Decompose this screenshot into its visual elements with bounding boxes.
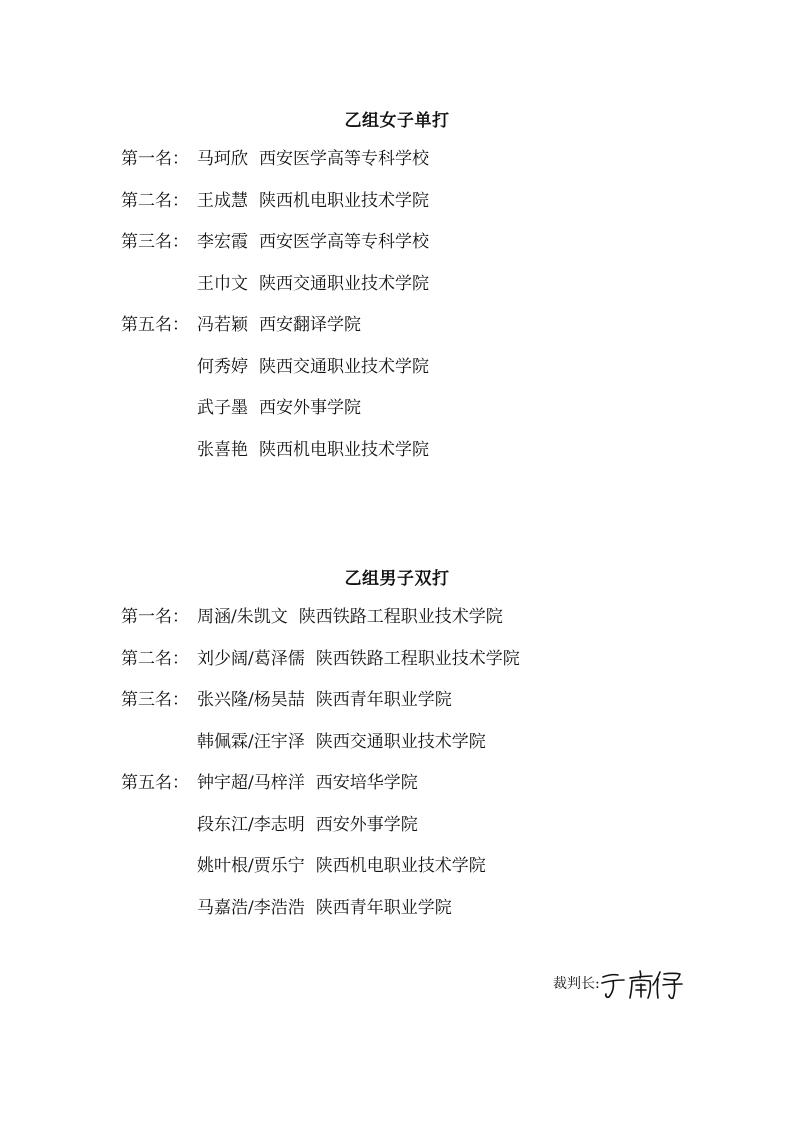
player-name: 周涵/朱凯文 xyxy=(197,607,288,627)
player-name: 段东江/李志明 xyxy=(197,815,305,835)
player-name: 王成慧 xyxy=(197,191,248,211)
rank-label: 第三名： xyxy=(121,690,189,710)
school-name: 陕西交通职业技术学院 xyxy=(259,274,429,294)
player-name: 韩佩霖/汪宇泽 xyxy=(197,732,305,752)
player-name: 何秀婷 xyxy=(197,357,248,377)
school-name: 西安医学高等专科学校 xyxy=(259,232,429,252)
school-name: 西安外事学院 xyxy=(315,815,418,835)
referee-line xyxy=(553,968,684,1000)
player-name: 李宏霞 xyxy=(197,232,248,252)
section-title-mens-doubles: 乙组男子双打 xyxy=(344,569,450,589)
referee-signature xyxy=(600,968,684,1000)
result-row xyxy=(121,272,429,296)
result-row xyxy=(121,355,429,379)
player-name: 钟宇超/马梓洋 xyxy=(197,773,305,793)
player-name: 武子墨 xyxy=(197,398,248,418)
result-row xyxy=(121,189,429,213)
school-name: 西安外事学院 xyxy=(259,398,361,418)
school-name: 陕西铁路工程职业技术学院 xyxy=(315,649,520,669)
result-row xyxy=(121,230,429,254)
referee-label: 裁判长: xyxy=(553,976,600,992)
school-name: 陕西青年职业学院 xyxy=(315,690,452,710)
result-row xyxy=(121,147,429,171)
rank-label: 第五名： xyxy=(121,773,189,793)
school-name: 陕西机电职业技术学院 xyxy=(315,856,486,876)
player-name: 王巾文 xyxy=(197,274,248,294)
result-row xyxy=(121,688,452,712)
result-row xyxy=(121,396,361,420)
player-name: 张兴隆/杨昊喆 xyxy=(197,690,305,710)
rank-label: 第二名： xyxy=(121,649,189,669)
rank-label: 第一名： xyxy=(121,607,189,627)
player-name: 马珂欣 xyxy=(197,149,248,169)
result-row xyxy=(121,813,418,837)
rank-label: 第一名： xyxy=(121,149,189,169)
result-row xyxy=(121,896,452,920)
rank-label: 第五名： xyxy=(121,315,189,335)
result-row xyxy=(121,771,418,795)
school-name: 陕西交通职业技术学院 xyxy=(259,357,429,377)
school-name: 陕西青年职业学院 xyxy=(315,898,452,918)
result-row xyxy=(121,647,520,671)
school-name: 陕西铁路工程职业技术学院 xyxy=(298,607,503,627)
player-name: 马嘉浩/李浩浩 xyxy=(197,898,305,918)
result-row xyxy=(121,605,503,629)
school-name: 西安培华学院 xyxy=(315,773,418,793)
rank-label: 第三名： xyxy=(121,232,189,252)
section-title-womens-singles: 乙组女子单打 xyxy=(344,111,450,131)
player-name: 刘少阔/葛泽儒 xyxy=(197,649,305,669)
player-name: 张喜艳 xyxy=(197,440,248,460)
player-name: 姚叶根/贾乐宁 xyxy=(197,856,305,876)
result-row xyxy=(121,854,486,878)
school-name: 陕西机电职业技术学院 xyxy=(259,440,429,460)
school-name: 西安翻译学院 xyxy=(259,315,361,335)
player-name: 冯若颖 xyxy=(197,315,248,335)
rank-label: 第二名： xyxy=(121,191,189,211)
school-name: 陕西交通职业技术学院 xyxy=(315,732,486,752)
school-name: 陕西机电职业技术学院 xyxy=(259,191,429,211)
result-row xyxy=(121,313,361,337)
result-row xyxy=(121,438,429,462)
school-name: 西安医学高等专科学校 xyxy=(259,149,429,169)
result-row xyxy=(121,730,486,754)
